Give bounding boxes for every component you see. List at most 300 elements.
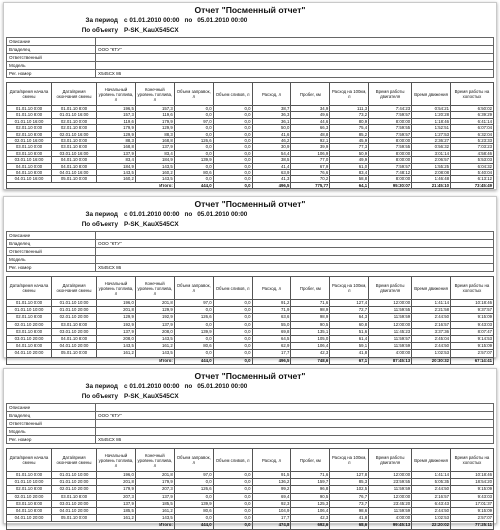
table-cell: 135,1 bbox=[291, 328, 330, 335]
info-value bbox=[96, 404, 494, 412]
table-cell: 0,0 bbox=[213, 144, 252, 150]
table-cell: 03.01.10 8:00 bbox=[52, 321, 97, 328]
table-cell: 1:20:28 bbox=[412, 112, 451, 118]
table-cell: 71,6 bbox=[291, 300, 330, 307]
table-row bbox=[7, 343, 494, 350]
table-cell: 8:00:00 bbox=[369, 157, 412, 163]
table-cell: 2:44:50 bbox=[412, 508, 451, 515]
table-cell: 0,0 bbox=[213, 176, 252, 182]
table-cell: 98,9 bbox=[291, 307, 330, 314]
table-cell: 0,0 bbox=[213, 479, 252, 486]
period-to-label: по bbox=[184, 211, 193, 218]
table-cell: 106,9 bbox=[291, 150, 330, 156]
period-start: 01.01.2010 00:00 bbox=[129, 211, 180, 218]
table-cell: 4:00:00 bbox=[369, 515, 412, 522]
table-cell: 10:18:46 bbox=[451, 300, 494, 307]
table-cell: 143,5 bbox=[135, 163, 174, 169]
table-cell: 01.01.10 20:00 bbox=[52, 479, 97, 486]
table-cell: 0,0 bbox=[213, 112, 252, 118]
report-sheet-3 bbox=[3, 368, 497, 528]
table-cell: 2:16:57 bbox=[412, 493, 451, 500]
period-label: За период bbox=[85, 383, 118, 390]
table-cell: 04.01.10 20:00 bbox=[52, 508, 97, 515]
table-cell: 51,6 bbox=[330, 328, 369, 335]
table-cell: 6:41:14 bbox=[451, 118, 494, 124]
table-cell: 50,9 bbox=[330, 150, 369, 156]
table-cell: 0,0 bbox=[213, 343, 252, 350]
table-cell: 9:15:09 bbox=[451, 508, 494, 515]
column-header: Расход, л bbox=[252, 83, 291, 106]
table-cell: 90,5 bbox=[291, 321, 330, 328]
table-cell: 8:00:00 bbox=[369, 150, 412, 156]
total-cell: 0,0 bbox=[213, 357, 252, 364]
column-header: Время движения bbox=[412, 277, 451, 300]
table-cell: 03.01.10 16:00 bbox=[52, 150, 97, 156]
column-header: Расход на 100км, л bbox=[330, 449, 369, 472]
total-label: Итого: bbox=[7, 182, 175, 188]
table-cell: 0,0 bbox=[213, 138, 252, 144]
table-header-row bbox=[7, 277, 494, 300]
table-cell: 3:37:36 bbox=[412, 328, 451, 335]
table-cell: 129,9 bbox=[135, 125, 174, 131]
total-cell: 775,77 bbox=[291, 182, 330, 188]
table-cell: 60,8 bbox=[330, 321, 369, 328]
period-start: 01.01.2010 00:00 bbox=[129, 383, 180, 390]
table-cell: 41,8 bbox=[330, 515, 369, 522]
table-cell: 192,9 bbox=[135, 314, 174, 321]
period-label: За период bbox=[85, 211, 118, 218]
info-key: Рег. номер bbox=[7, 264, 96, 272]
info-value bbox=[96, 428, 494, 436]
table-cell: 192,9 bbox=[97, 321, 136, 328]
info-row bbox=[7, 62, 494, 70]
table-cell: 0,0 bbox=[213, 150, 252, 156]
total-cell: 748,6 bbox=[291, 357, 330, 364]
table-cell: 0,0 bbox=[213, 300, 252, 307]
total-cell: 73:45:49 bbox=[451, 182, 494, 188]
table-cell: 30,9 bbox=[252, 144, 291, 150]
total-cell: 444,0 bbox=[174, 522, 213, 529]
table-cell: 98,6 bbox=[330, 508, 369, 515]
table-row bbox=[7, 493, 494, 500]
total-cell: 68,6 bbox=[330, 522, 369, 529]
table-cell: 59,1 bbox=[330, 343, 369, 350]
table-row bbox=[7, 328, 494, 335]
table-cell: 34,9 bbox=[291, 106, 330, 112]
column-header: Начальный уровень топлива, л bbox=[97, 449, 136, 472]
table-row bbox=[7, 314, 494, 321]
table-cell: 2:44:50 bbox=[412, 486, 451, 493]
period-end: 05.01.2010 00:00 bbox=[197, 383, 248, 390]
info-row bbox=[7, 256, 494, 264]
table-cell: 8:00:00 bbox=[369, 138, 412, 144]
table-cell: 72,7 bbox=[330, 307, 369, 314]
table-cell: 129,9 bbox=[97, 314, 136, 321]
total-cell: 496,5 bbox=[252, 182, 291, 188]
table-cell: 0,0 bbox=[213, 106, 252, 112]
table-cell: 01.01.10 0:00 bbox=[7, 472, 52, 479]
column-header: Объем сливов, л bbox=[213, 83, 252, 106]
table-cell: 45,9 bbox=[330, 138, 369, 144]
table-cell: 02.01.10 16:00 bbox=[7, 138, 52, 144]
info-key: Рег. номер bbox=[7, 436, 96, 444]
table-cell: 102,5 bbox=[330, 486, 369, 493]
table-cell: 42,3 bbox=[291, 515, 330, 522]
table-cell: 7:59:57 bbox=[369, 163, 412, 169]
table-cell: 6:43:43 bbox=[412, 500, 451, 507]
table-row bbox=[7, 307, 494, 314]
table-cell: 137,9 bbox=[97, 328, 136, 335]
object-line bbox=[70, 393, 496, 401]
table-cell: 04.01.10 8:00 bbox=[52, 336, 97, 343]
table-cell: 0,0 bbox=[174, 515, 213, 522]
table-cell: 90,5 bbox=[291, 493, 330, 500]
table-cell: 126,6 bbox=[174, 486, 213, 493]
table-cell: 73,2 bbox=[330, 112, 369, 118]
table-cell: 03.01.10 20:00 bbox=[52, 500, 97, 507]
table-cell: 41,4 bbox=[252, 163, 291, 169]
table-cell: 9:15:09 bbox=[451, 314, 494, 321]
table-cell: 83,4 bbox=[330, 170, 369, 176]
table-cell: 160,2 bbox=[135, 170, 174, 176]
table-cell: 03.01.10 20:00 bbox=[7, 336, 52, 343]
period-to-label: по bbox=[184, 383, 193, 390]
column-header: Время работы двигателя bbox=[369, 83, 412, 106]
column-header: Дата/время окончания смены bbox=[52, 449, 97, 472]
table-cell: 7:59:55 bbox=[369, 125, 412, 131]
table-cell: 04.01.10 8:00 bbox=[52, 163, 97, 169]
table-row bbox=[7, 486, 494, 493]
table-cell: 207,3 bbox=[97, 493, 136, 500]
table-cell: 0,0 bbox=[213, 157, 252, 163]
table-cell: 207,3 bbox=[135, 486, 174, 493]
info-row bbox=[7, 240, 494, 248]
table-cell: 88,3 bbox=[135, 131, 174, 137]
table-cell: 04.01.10 0:00 bbox=[52, 157, 97, 163]
table-cell: 02.01.10 20:00 bbox=[52, 486, 97, 493]
table-cell: 161,2 bbox=[135, 508, 174, 515]
table-cell: 129,9 bbox=[97, 131, 136, 137]
column-header: Расход на 100км, л bbox=[330, 277, 369, 300]
total-cell: 21:45:10 bbox=[412, 182, 451, 188]
table-cell: 03.01.10 8:00 bbox=[52, 493, 97, 500]
info-key: Модель bbox=[7, 428, 96, 436]
table-cell: 0,0 bbox=[213, 307, 252, 314]
table-cell: 127,8 bbox=[330, 472, 369, 479]
table-cell: 0,0 bbox=[213, 163, 252, 169]
table-cell: 105,0 bbox=[291, 336, 330, 343]
column-header: Начальный уровень топлива, л bbox=[97, 83, 136, 106]
table-cell: 80,6 bbox=[174, 343, 213, 350]
shift-table bbox=[6, 448, 494, 530]
info-row bbox=[7, 54, 494, 62]
table-cell: 1:52:51 bbox=[412, 125, 451, 131]
table-cell: 196,0 bbox=[97, 300, 136, 307]
column-header: Время работы на холостых bbox=[451, 449, 494, 472]
table-cell: 119,6 bbox=[97, 118, 136, 124]
table-cell: 6:50:02 bbox=[451, 106, 494, 112]
period-from-label: с bbox=[124, 211, 128, 218]
info-value bbox=[96, 38, 494, 46]
table-header-row bbox=[7, 83, 494, 106]
period-to-label: по bbox=[184, 17, 193, 24]
table-cell: 0,0 bbox=[213, 508, 252, 515]
table-cell: 139,9 bbox=[174, 500, 213, 507]
table-cell: 71,9 bbox=[252, 307, 291, 314]
table-cell: 85,3 bbox=[330, 479, 369, 486]
table-cell: 11:59:55 bbox=[369, 307, 412, 314]
table-cell: 0,0 bbox=[174, 350, 213, 357]
table-row bbox=[7, 350, 494, 357]
table-cell: 77,3 bbox=[330, 144, 369, 150]
table-cell: 10:18:46 bbox=[451, 472, 494, 479]
table-cell: 143,5 bbox=[135, 176, 174, 182]
table-cell: 01.01.10 10:00 bbox=[52, 300, 97, 307]
column-header: Конечный уровень топлива, л bbox=[135, 83, 174, 106]
table-cell: 03.01.10 0:00 bbox=[52, 138, 97, 144]
period-start: 01.01.2010 00:00 bbox=[129, 17, 180, 24]
table-cell: 11:59:59 bbox=[369, 508, 412, 515]
column-header: Объем заправок, л bbox=[174, 277, 213, 300]
table-cell: 41,8 bbox=[330, 350, 369, 357]
table-cell: 48,8 bbox=[291, 131, 330, 137]
table-cell: 4:58:46 bbox=[451, 150, 494, 156]
table-cell: 5:40:04 bbox=[451, 170, 494, 176]
table-cell: 6:07:04 bbox=[451, 125, 494, 131]
table-cell: 38,5 bbox=[252, 157, 291, 163]
table-cell: 111,3 bbox=[330, 106, 369, 112]
table-cell: 05.01.10 0:00 bbox=[52, 350, 97, 357]
table-cell: 0,0 bbox=[213, 472, 252, 479]
vehicle-info-table bbox=[6, 37, 494, 78]
info-key: Ответственный bbox=[7, 420, 96, 428]
table-cell: 0,0 bbox=[213, 321, 252, 328]
info-value: ООО "КТУ" bbox=[96, 46, 494, 54]
table-row bbox=[7, 515, 494, 522]
table-cell: 91,2 bbox=[252, 300, 291, 307]
info-key: Рег. номер bbox=[7, 70, 96, 78]
info-key: Владелец bbox=[7, 240, 96, 248]
table-cell: 143,5 bbox=[135, 336, 174, 343]
table-cell: 179,9 bbox=[135, 118, 174, 124]
table-cell: 137,9 bbox=[97, 150, 136, 156]
table-cell: 63,9 bbox=[252, 170, 291, 176]
table-cell: 1:18:46 bbox=[412, 118, 451, 124]
table-cell: 0,0 bbox=[174, 150, 213, 156]
table-cell: 02.01.10 20:00 bbox=[7, 493, 52, 500]
table-cell: 179,9 bbox=[135, 479, 174, 486]
report-title: Отчет "Посменный отчет" bbox=[194, 199, 306, 209]
column-header: Время работы двигателя bbox=[369, 449, 412, 472]
info-value: ООО "КТУ" bbox=[96, 412, 494, 420]
table-row bbox=[7, 500, 494, 507]
table-cell: 201,8 bbox=[135, 300, 174, 307]
column-header: Дата/время окончания смены bbox=[52, 83, 97, 106]
table-cell: 1:41:14 bbox=[412, 472, 451, 479]
column-header: Пробег, км bbox=[291, 83, 330, 106]
table-cell: 04.01.10 0:00 bbox=[7, 163, 52, 169]
object-label: По объекту bbox=[81, 393, 118, 400]
table-cell: 0,0 bbox=[213, 125, 252, 131]
table-cell: 2:06:57 bbox=[412, 157, 451, 163]
table-cell: 02.01.10 8:00 bbox=[52, 125, 97, 131]
table-cell: 02.01.10 20:00 bbox=[7, 321, 52, 328]
table-cell: 0,0 bbox=[174, 336, 213, 343]
table-cell: 137,9 bbox=[135, 144, 174, 150]
table-cell: 01.01.10 10:00 bbox=[7, 307, 52, 314]
table-cell: 7:03:23 bbox=[451, 144, 494, 150]
table-cell: 9:43:03 bbox=[451, 493, 494, 500]
table-cell: 208,0 bbox=[97, 336, 136, 343]
report-sheet-2 bbox=[3, 196, 497, 363]
table-cell: 91,5 bbox=[252, 472, 291, 479]
table-cell: 7:59:57 bbox=[369, 112, 412, 118]
table-cell: 9:15:09 bbox=[451, 486, 494, 493]
total-row bbox=[7, 357, 494, 364]
table-cell: 04.01.10 20:00 bbox=[7, 515, 52, 522]
table-cell: 12:00:00 bbox=[369, 493, 412, 500]
period-end: 05.01.2010 00:00 bbox=[197, 17, 248, 24]
table-cell: 77,0 bbox=[291, 157, 330, 163]
table-cell: 0,0 bbox=[174, 125, 213, 131]
info-key: Ответственный bbox=[7, 248, 96, 256]
column-header: Дата/время окончания смены bbox=[52, 277, 97, 300]
table-cell: 17:01:37 bbox=[451, 500, 494, 507]
table-cell: 9:43:03 bbox=[451, 321, 494, 328]
column-header: Объем заправок, л bbox=[174, 449, 213, 472]
table-cell: 6:39:29 bbox=[451, 112, 494, 118]
table-cell: 46,2 bbox=[252, 138, 291, 144]
table-cell: 9:37:57 bbox=[451, 307, 494, 314]
total-cell: 22:20:02 bbox=[412, 522, 451, 529]
table-cell: 0:56:32 bbox=[412, 144, 451, 150]
total-label: Итого: bbox=[7, 357, 175, 364]
table-cell: 03.01.10 0:00 bbox=[7, 144, 52, 150]
table-cell: 66,3 bbox=[291, 125, 330, 131]
object-line bbox=[70, 221, 496, 229]
table-cell: 7:59:57 bbox=[369, 131, 412, 137]
table-cell: 42,3 bbox=[291, 350, 330, 357]
info-row bbox=[7, 436, 494, 444]
total-cell: 692,6 bbox=[291, 522, 330, 529]
total-label: Итого: bbox=[7, 522, 175, 529]
table-cell: 161,2 bbox=[97, 350, 136, 357]
table-cell: 69,4 bbox=[252, 493, 291, 500]
table-cell: 137,9 bbox=[97, 500, 136, 507]
period-line bbox=[70, 17, 496, 25]
table-cell: 1:55:25 bbox=[412, 163, 451, 169]
object-name: P-SK_KauX545CX bbox=[124, 221, 179, 228]
table-cell: 126,6 bbox=[174, 138, 213, 144]
table-row bbox=[7, 479, 494, 486]
table-cell: 02.01.10 0:00 bbox=[7, 125, 52, 131]
table-cell: 6:13:12 bbox=[451, 176, 494, 182]
total-cell: 0,0 bbox=[213, 182, 252, 188]
report-title: Отчет "Посменный отчет" bbox=[194, 371, 306, 381]
table-cell: 6:04:32 bbox=[451, 163, 494, 169]
table-cell: 50,0 bbox=[252, 125, 291, 131]
table-cell: 62,9 bbox=[252, 343, 291, 350]
info-value: Х545СХ 86 bbox=[96, 70, 494, 78]
info-key: Владелец bbox=[7, 46, 96, 54]
table-cell: 18:54:20 bbox=[451, 479, 494, 486]
table-cell: 41,3 bbox=[252, 176, 291, 182]
table-cell: 01.01.10 16:00 bbox=[52, 112, 97, 118]
table-cell: 7:44:23 bbox=[369, 106, 412, 112]
table-cell: 9:15:09 bbox=[451, 343, 494, 350]
column-header: Пробег, км bbox=[291, 449, 330, 472]
column-header: Конечный уровень топлива, л bbox=[135, 277, 174, 300]
table-cell: 2:57:07 bbox=[451, 515, 494, 522]
table-cell: 0,0 bbox=[174, 106, 213, 112]
total-cell: 0,0 bbox=[213, 522, 252, 529]
info-value: ООО "КТУ" bbox=[96, 240, 494, 248]
period-from-label: с bbox=[124, 17, 128, 24]
total-cell: 77:25:11 bbox=[451, 522, 494, 529]
table-cell: 0,0 bbox=[213, 486, 252, 493]
report-title: Отчет "Посменный отчет" bbox=[194, 5, 306, 15]
table-cell: 0,0 bbox=[213, 500, 252, 507]
table-cell: 106,4 bbox=[291, 508, 330, 515]
info-key: Описание bbox=[7, 232, 96, 240]
table-cell: 02.01.10 0:00 bbox=[52, 118, 97, 124]
table-cell: 0,0 bbox=[213, 118, 252, 124]
table-cell: 104,9 bbox=[252, 508, 291, 515]
table-row bbox=[7, 336, 494, 343]
table-cell: 161,2 bbox=[135, 343, 174, 350]
table-cell: 0,0 bbox=[174, 144, 213, 150]
table-cell: 139,9 bbox=[174, 157, 213, 163]
table-cell: 12:00:00 bbox=[369, 300, 412, 307]
table-cell: 129,9 bbox=[135, 307, 174, 314]
table-cell: 1:46:48 bbox=[412, 176, 451, 182]
table-cell: 39,9 bbox=[291, 144, 330, 150]
table-cell: 92,3 bbox=[252, 500, 291, 507]
object-name: P-SK_KauX545CX bbox=[124, 393, 179, 400]
table-cell: 0,0 bbox=[174, 321, 213, 328]
column-header: Расход, л bbox=[252, 277, 291, 300]
table-cell: 1:27:53 bbox=[412, 131, 451, 137]
table-cell: 2:16:57 bbox=[412, 321, 451, 328]
table-cell: 143,5 bbox=[135, 515, 174, 522]
table-cell: 69,8 bbox=[252, 328, 291, 335]
total-cell: 99:45:13 bbox=[369, 522, 412, 529]
table-cell: 03.01.10 8:00 bbox=[52, 144, 97, 150]
column-header: Время движения bbox=[412, 449, 451, 472]
table-cell: 83,4 bbox=[97, 157, 136, 163]
table-cell: 03.01.10 8:00 bbox=[7, 150, 52, 156]
period-line bbox=[70, 383, 496, 391]
table-cell: 127,4 bbox=[330, 300, 369, 307]
table-cell: 0,0 bbox=[213, 493, 252, 500]
table-cell: 63,6 bbox=[252, 314, 291, 321]
table-cell: 168,8 bbox=[135, 138, 174, 144]
table-header-row bbox=[7, 449, 494, 472]
total-cell: 67:14:41 bbox=[451, 357, 494, 364]
table-cell: 01.01.10 10:00 bbox=[7, 479, 52, 486]
table-cell: 119,6 bbox=[135, 112, 174, 118]
table-cell: 9:14:53 bbox=[451, 336, 494, 343]
table-cell: 106,4 bbox=[291, 343, 330, 350]
vehicle-info-table bbox=[6, 403, 494, 444]
table-cell: 49,9 bbox=[330, 157, 369, 163]
table-cell: 05.01.10 0:00 bbox=[52, 515, 97, 522]
table-cell: 17,7 bbox=[252, 350, 291, 357]
info-row bbox=[7, 420, 494, 428]
table-cell: 97,0 bbox=[174, 472, 213, 479]
table-cell: 137,9 bbox=[135, 321, 174, 328]
table-cell: 73,7 bbox=[330, 500, 369, 507]
